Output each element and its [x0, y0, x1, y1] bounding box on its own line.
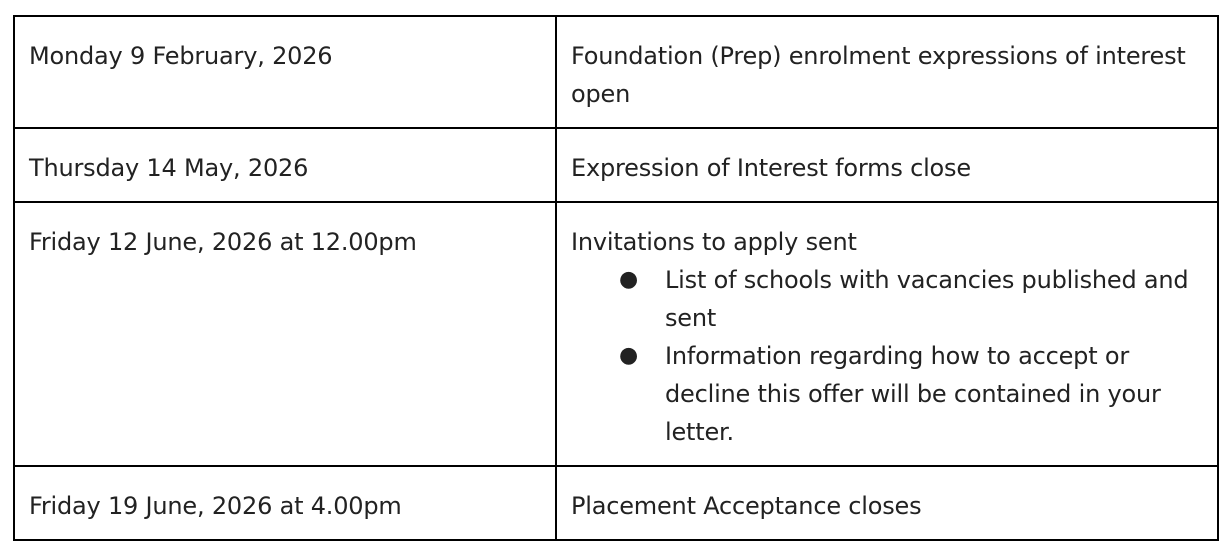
enrolment-schedule-table: [13, 15, 1219, 541]
date-text: Friday 12 June, 2026 at 12.00pm: [29, 228, 417, 256]
event-text: Foundation (Prep) enrolment expressions of interest open: [571, 42, 1186, 108]
list-item: [619, 261, 1203, 337]
event-cell: [556, 16, 1218, 128]
date-cell: [14, 16, 556, 128]
table-row: [14, 202, 1218, 466]
list-item: [619, 337, 1203, 451]
table-row: [14, 466, 1218, 540]
event-cell: [556, 128, 1218, 202]
date-cell: [14, 202, 556, 466]
event-cell: [556, 466, 1218, 540]
event-cell: [556, 202, 1218, 466]
date-text: Friday 19 June, 2026 at 4.00pm: [29, 492, 402, 520]
bullet-icon: ●: [619, 267, 638, 292]
event-bullet-list: [571, 261, 1203, 451]
date-text: Thursday 14 May, 2026: [29, 154, 309, 182]
table-row: [14, 16, 1218, 128]
date-text: Monday 9 February, 2026: [29, 42, 333, 70]
table-row: [14, 128, 1218, 202]
bullet-text: List of schools with vacancies published and sent: [665, 266, 1189, 332]
bullet-icon: ●: [619, 343, 638, 368]
event-text: Placement Acceptance closes: [571, 492, 922, 520]
event-text: Expression of Interest forms close: [571, 154, 971, 182]
bullet-text: Information regarding how to accept or decline this offer will be contained in your letter.: [665, 342, 1161, 446]
date-cell: [14, 128, 556, 202]
event-text: Invitations to apply sent: [571, 228, 857, 256]
date-cell: [14, 466, 556, 540]
